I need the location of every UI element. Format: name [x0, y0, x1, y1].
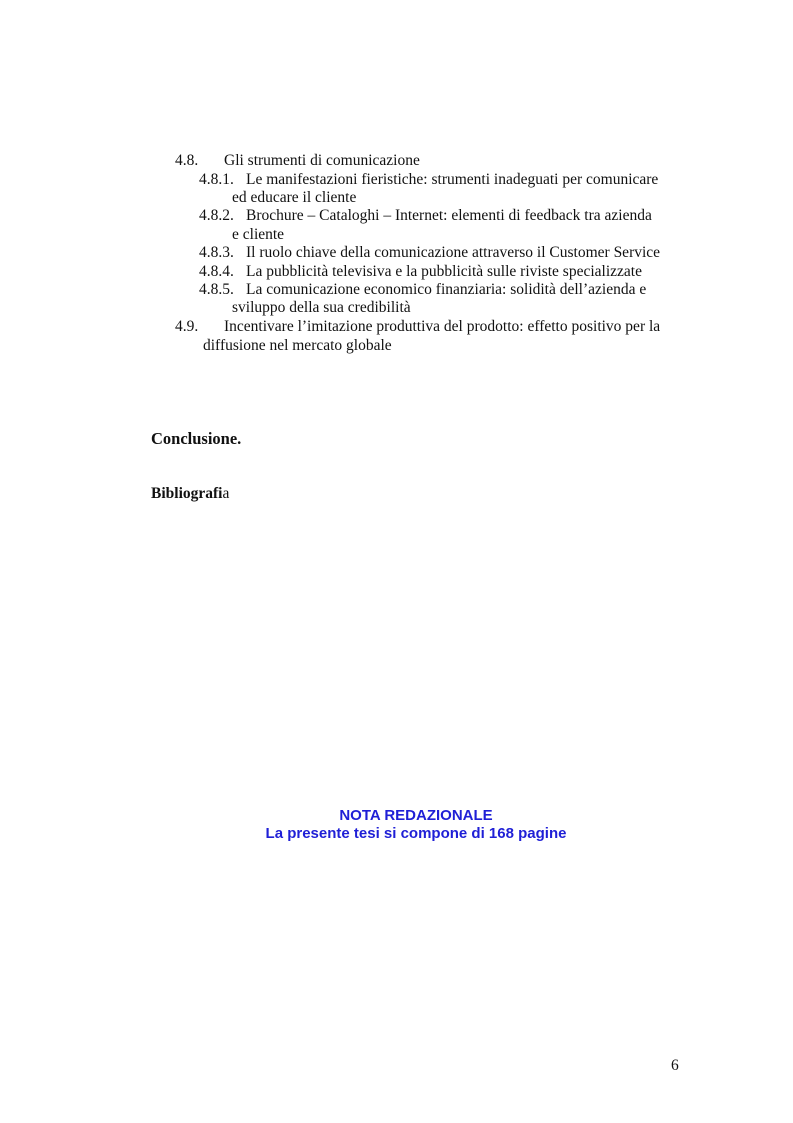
conclusione-heading: Conclusione. — [151, 429, 242, 448]
toc-number: 4.8. — [175, 152, 199, 169]
nota-redazionale-text: La presente tesi si compone di 168 pagine — [265, 825, 567, 842]
bibliografia-rest: a — [222, 485, 230, 502]
toc-title: La comunicazione economico finanziaria: solidità dell’azienda e — [246, 281, 647, 298]
toc-title-continuation: sviluppo della sua credibilità — [232, 299, 411, 316]
toc-number: 4.8.2. — [199, 207, 234, 224]
page-number: 6 — [671, 1057, 679, 1074]
toc-title-continuation: ed educare il cliente — [232, 189, 357, 206]
toc-title: Le manifestazioni fieristiche: strumenti inadeguati per comunicare — [246, 171, 659, 188]
toc-number: 4.8.3. — [199, 244, 234, 261]
toc-entry-4-8-5 — [199, 281, 646, 299]
toc-number: 4.8.5. — [199, 281, 234, 298]
toc-number: 4.8.4. — [199, 263, 234, 280]
toc-entry-4-8-1 — [199, 171, 658, 189]
toc-title: Il ruolo chiave della comunicazione attraverso il Customer Service — [246, 244, 661, 261]
bibliografia-bold: Bibliografi — [151, 485, 223, 502]
toc-title: Incentivare l’imitazione produttiva del prodotto: effetto positivo per la — [224, 318, 661, 335]
toc-title-continuation: diffusione nel mercato globale — [203, 337, 392, 354]
toc-entry-4-8-5-continuation — [232, 299, 411, 317]
toc-title: La pubblicità televisiva e la pubblicità sulle riviste specializzate — [246, 263, 642, 280]
toc-entry-4-8-2-continuation — [232, 226, 284, 244]
bibliografia-heading — [151, 485, 229, 503]
toc-entry-4-9 — [175, 318, 660, 336]
toc-entry-4-9-continuation — [203, 337, 392, 355]
toc-entry-4-8-3 — [199, 244, 660, 262]
nota-redazionale-title: NOTA REDAZIONALE — [339, 807, 493, 824]
toc-number: 4.8.1. — [199, 171, 234, 188]
toc-entry-4-8 — [175, 152, 420, 170]
toc-title: Gli strumenti di comunicazione — [224, 152, 420, 169]
toc-entry-4-8-4 — [199, 263, 642, 281]
toc-title-continuation: e cliente — [232, 226, 285, 243]
toc-entry-4-8-2 — [199, 207, 652, 225]
toc-number: 4.9. — [175, 318, 199, 335]
toc-title: Brochure – Cataloghi – Internet: elementi di feedback tra azienda — [246, 207, 652, 224]
toc-entry-4-8-1-continuation — [232, 189, 356, 207]
